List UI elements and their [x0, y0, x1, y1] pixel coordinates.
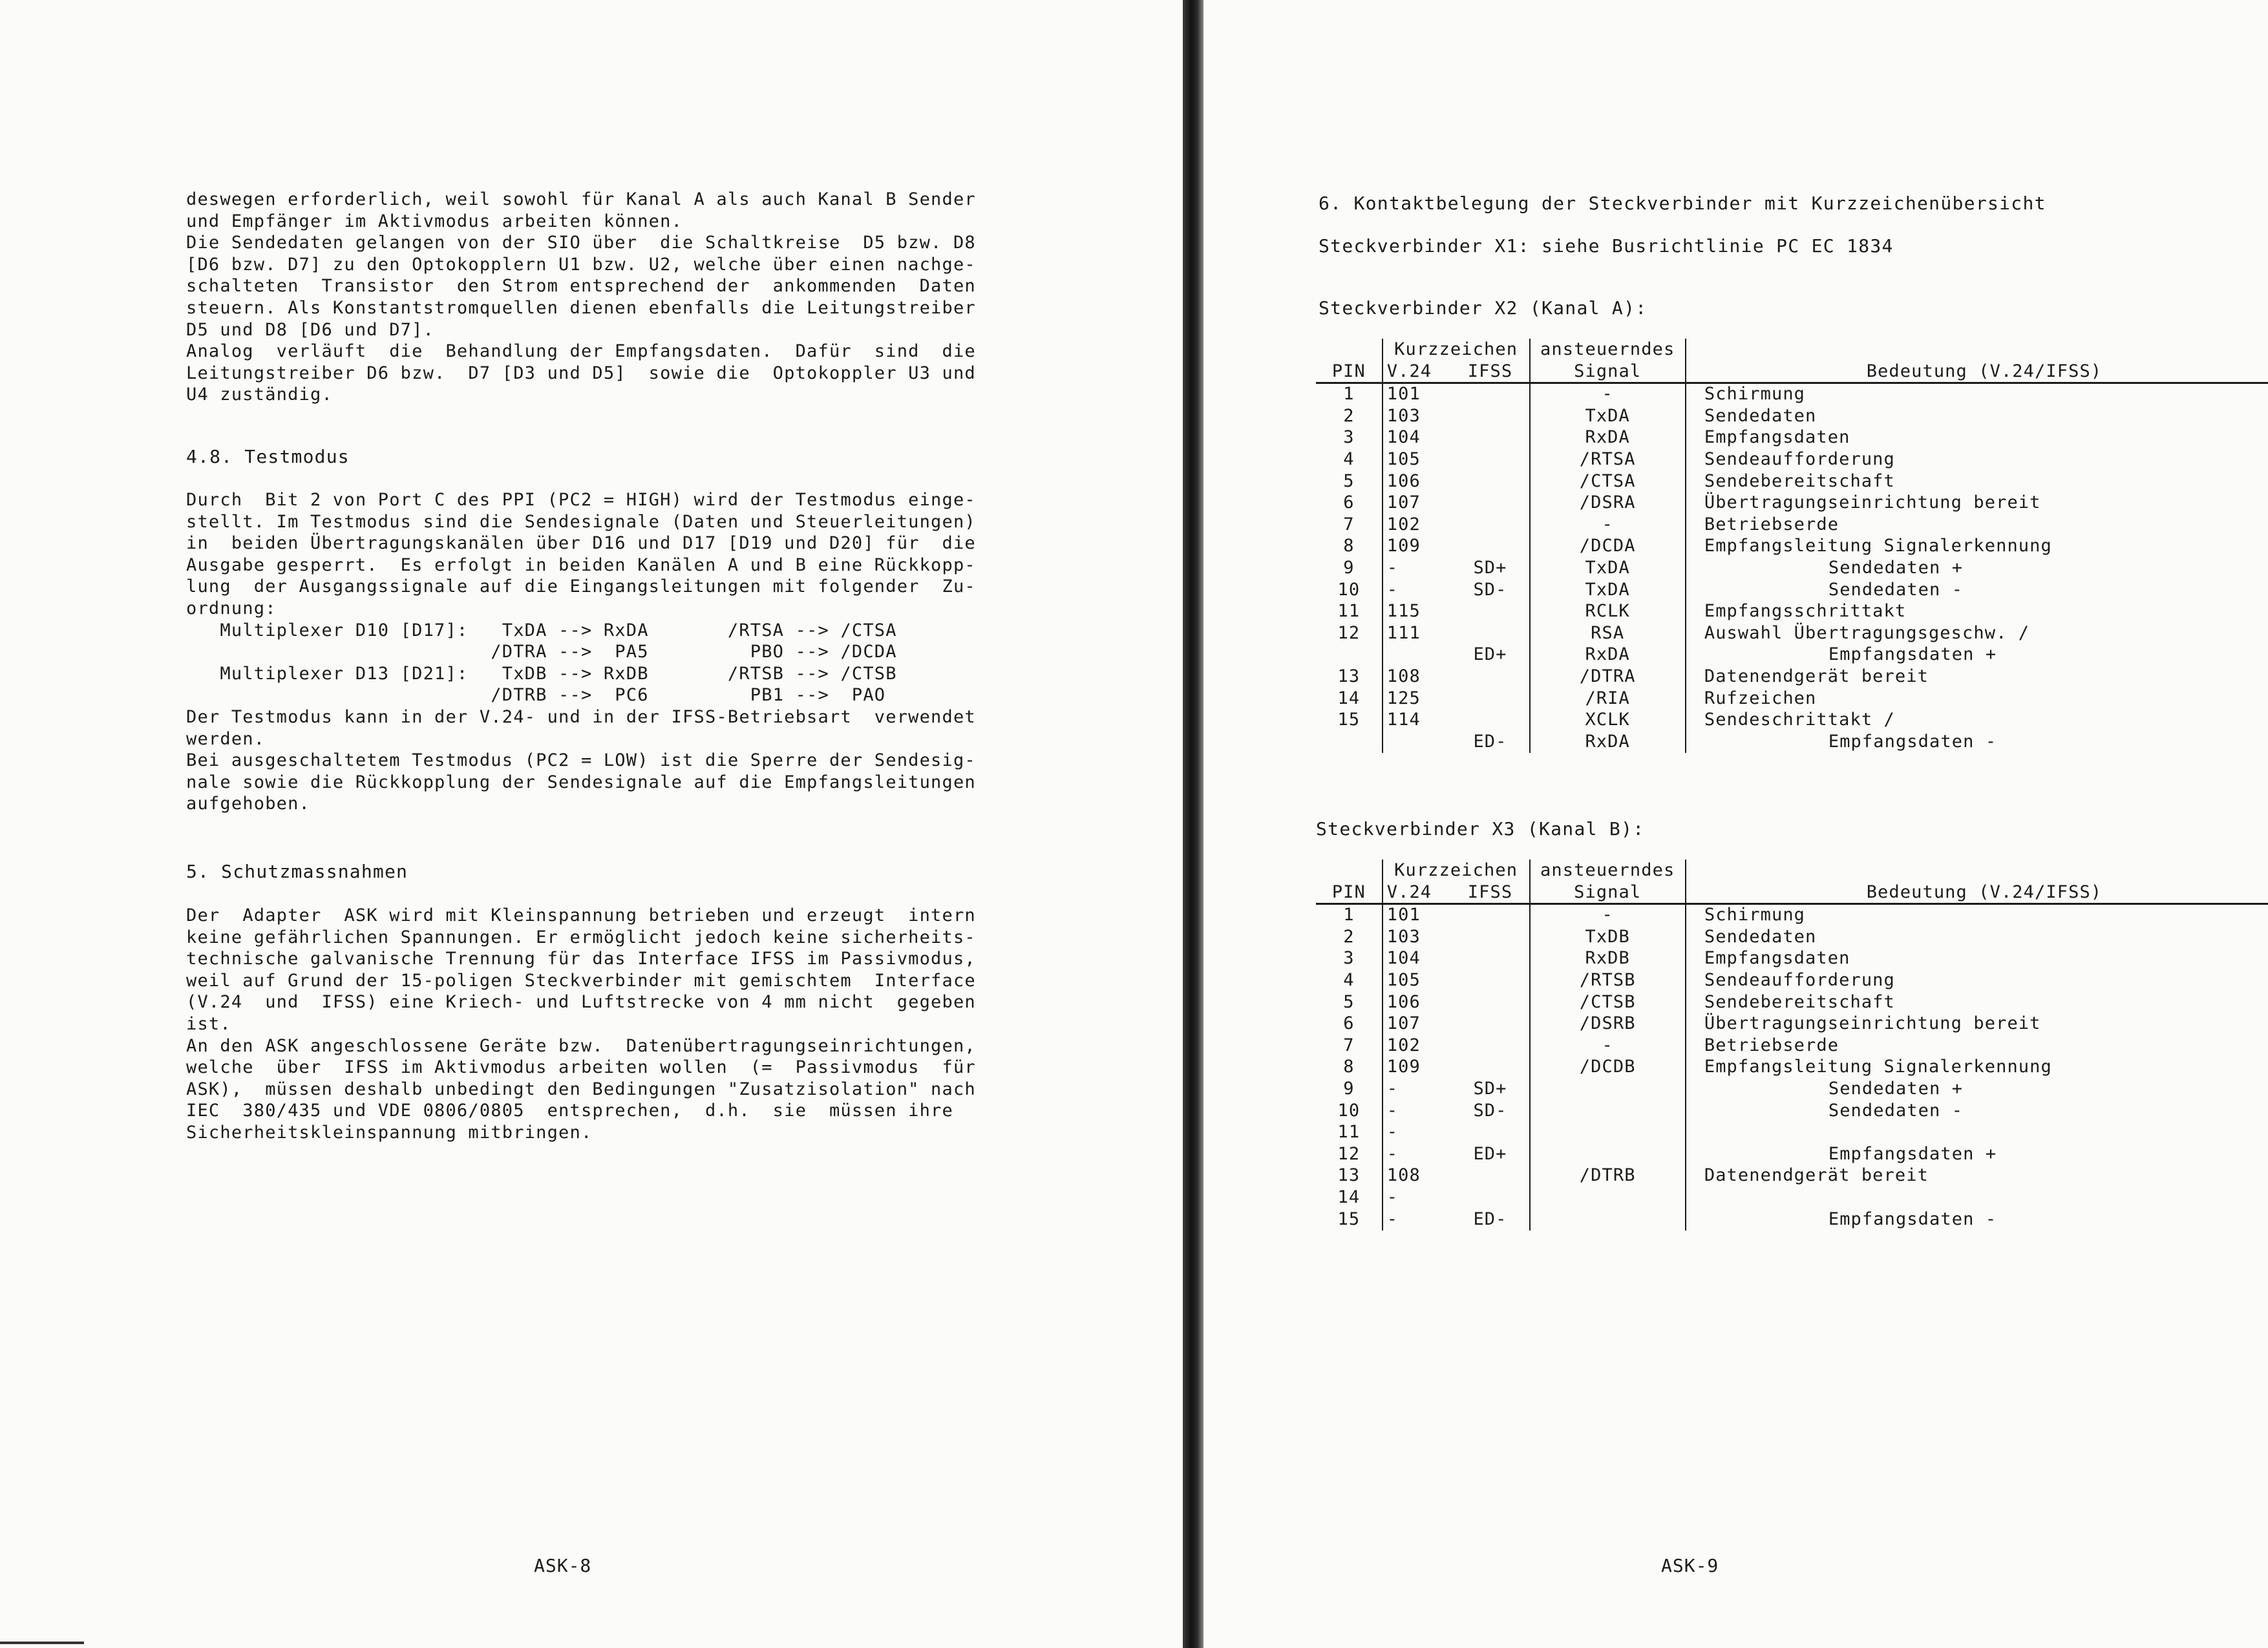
cell-signal: RxDA [1530, 427, 1686, 449]
text-line: Der Testmodus kann in der V.24- und in der IFSS-Betriebsart verwendet [186, 706, 976, 727]
cell-bedeutung: Sendebereitschaft [1704, 470, 1895, 491]
cell-signal: /RTSB [1530, 970, 1686, 992]
cell-v24 [1383, 732, 1452, 754]
header-ifss: IFSS [1451, 882, 1529, 904]
cell-pin: 11 [1337, 601, 1361, 622]
text-line: ASK), müssen deshalb unbedingt den Bedingungen "Zusatzisolation" nach [186, 1079, 976, 1099]
cell-pin: 7 [1343, 1035, 1355, 1055]
cell-pin: 4 [1343, 449, 1355, 469]
cell-v24: 105 [1383, 449, 1452, 471]
cell-ifss [1451, 383, 1529, 406]
cell-signal: TxDA [1530, 558, 1686, 580]
header-signal: Signal [1530, 361, 1686, 383]
text-line: deswegen erforderlich, weil sowohl für Kanal A als auch Kanal B Sender [186, 189, 976, 209]
cell-signal: - [1530, 1035, 1686, 1057]
cell-bedeutung: Schirmung [1704, 905, 1806, 925]
text-line: welche über IFSS im Aktivmodus arbeiten wollen (= Passivmodus für [186, 1057, 976, 1078]
table-row [1316, 1079, 2268, 1101]
cell-ifss: ED+ [1451, 1144, 1529, 1166]
cell-pin: 14 [1337, 688, 1361, 708]
header-v24: V.24 [1383, 361, 1452, 383]
table-row [1316, 688, 2268, 710]
cell-v24: - [1383, 1144, 1452, 1166]
text-line: lung der Ausgangssignale auf die Eingangsleitungen mit folgender Zu- [186, 576, 976, 597]
cell-v24: - [1383, 558, 1452, 580]
cell-bedeutung: Empfangsdaten + [1828, 1143, 1997, 1164]
cell-ifss [1451, 601, 1529, 623]
cell-v24: 104 [1383, 948, 1452, 970]
page-number-right: ASK-9 [1661, 1555, 1719, 1576]
cell-ifss [1451, 1165, 1529, 1187]
cell-pin: 12 [1337, 622, 1361, 643]
text-line: Ausgabe gesperrt. Es erfolgt in beiden Kanälen A und B eine Rückkopp- [186, 555, 976, 575]
cell-signal: /DTRA [1530, 666, 1686, 688]
cell-bedeutung: Betriebserde [1704, 514, 1839, 534]
cell-signal: /DSRB [1530, 1013, 1686, 1035]
header-pin: PIN [1316, 361, 1383, 383]
cell-v24: 109 [1383, 1057, 1452, 1079]
table-row [1316, 992, 2268, 1014]
cell-bedeutung: Sendedaten [1704, 926, 1817, 947]
cell-ifss [1451, 1122, 1529, 1144]
text-line: Sicherheitskleinspannung mitbringen. [186, 1122, 593, 1143]
page-number-left: ASK-8 [534, 1555, 592, 1576]
cell-v24: 107 [1383, 492, 1452, 514]
text-line: [D6 bzw. D7] zu den Optokopplern U1 bzw. U2, welche über einen nachge- [186, 254, 976, 275]
table-row [1316, 427, 2268, 449]
table-row [1316, 1101, 2268, 1123]
cell-signal [1530, 1209, 1686, 1231]
cell-pin: 15 [1337, 1209, 1361, 1229]
text-line: /DTRA --> PA5 PBO --> /DCDA [186, 642, 897, 662]
table-row [1316, 383, 2268, 406]
cell-ifss [1451, 1035, 1529, 1057]
cell-pin: 4 [1343, 969, 1355, 990]
cell-signal: /DTRB [1530, 1165, 1686, 1187]
cell-signal: /DCDB [1530, 1057, 1686, 1079]
cell-pin: 14 [1337, 1187, 1361, 1207]
cell-v24: 106 [1383, 992, 1452, 1014]
cell-signal [1530, 1101, 1686, 1123]
cell-v24 [1383, 644, 1452, 666]
cell-v24: 101 [1383, 383, 1452, 406]
cell-bedeutung: Empfangsdaten [1704, 427, 1850, 448]
header-pin: PIN [1316, 882, 1383, 904]
text-line: An den ASK angeschlossene Geräte bzw. Datenübertragungseinrichtungen, [186, 1035, 976, 1056]
cell-bedeutung: Übertragungseinrichtung bereit [1704, 1013, 2041, 1034]
cell-bedeutung: Schirmung [1704, 384, 1806, 405]
cell-bedeutung: Sendeschrittakt / [1704, 710, 1895, 730]
header-kurzzeichen: Kurzzeichen [1383, 860, 1530, 882]
cell-ifss [1451, 992, 1529, 1014]
text-line: schalteten Transistor den Strom entsprechend der ankommenden Daten [186, 276, 976, 297]
x2-title: Steckverbinder X2 (Kanal A): [1319, 297, 1648, 319]
header-ansteuerndes: ansteuerndes [1530, 339, 1686, 361]
cell-bedeutung [1686, 1187, 2268, 1209]
cell-signal: /RTSA [1530, 449, 1686, 471]
text-line: (V.24 und IFSS) eine Kriech- und Luftstrecke von 4 mm nicht gegeben [186, 992, 976, 1013]
cell-v24: 105 [1383, 970, 1452, 992]
cell-ifss [1451, 536, 1529, 558]
header-signal: Signal [1530, 882, 1686, 904]
table-row [1316, 970, 2268, 992]
cell-ifss [1451, 1057, 1529, 1079]
cell-signal: RSA [1530, 623, 1686, 645]
cell-pin: 12 [1337, 1143, 1361, 1164]
cell-bedeutung: Empfangsdaten - [1828, 1209, 1997, 1229]
cell-pin: 8 [1343, 536, 1355, 556]
text-line: U4 zuständig. [186, 385, 333, 405]
cell-ifss [1451, 449, 1529, 471]
cell-bedeutung: Sendedaten [1704, 405, 1817, 426]
cell-v24: - [1383, 1187, 1452, 1209]
cell-ifss [1451, 471, 1529, 493]
table-row [1316, 948, 2268, 970]
cell-bedeutung: Empfangsleitung Signalerkennung [1704, 1057, 2052, 1077]
cell-bedeutung: Empfangsdaten + [1828, 644, 1997, 665]
table-row [1316, 1165, 2268, 1187]
heading-schutzmassnahmen: 5. Schutzmassnahmen [186, 861, 408, 882]
paragraph-schutzmassnahmen [186, 905, 1097, 1144]
cell-ifss [1451, 406, 1529, 428]
cell-signal: XCLK [1530, 710, 1686, 732]
text-line: Bei ausgeschaltetem Testmodus (PC2 = LOW) ist die Sperre der Sendesig- [186, 750, 976, 771]
x3-pin-table [1316, 860, 2268, 1231]
header-bedeutung: Bedeutung (V.24/IFSS) [1686, 882, 2268, 904]
table-row [1316, 406, 2268, 428]
right-page [1202, 0, 2268, 1648]
cell-bedeutung: Betriebserde [1704, 1035, 1839, 1055]
cell-bedeutung: Empfangsschrittakt [1704, 601, 1907, 622]
text-line: weil auf Grund der 15-poligen Steckverbinder mit gemischtem Interface [186, 970, 976, 991]
table-row [1316, 471, 2268, 493]
cell-signal: /DSRA [1530, 492, 1686, 514]
cell-ifss [1451, 514, 1529, 536]
cell-signal: RxDA [1530, 732, 1686, 754]
table-row [1316, 623, 2268, 645]
table-row [1316, 558, 2268, 580]
cell-signal: RxDA [1530, 644, 1686, 666]
table-row [1316, 710, 2268, 732]
section-heading: 6. Kontaktbelegung der Steckverbinder mit Kurzzeichenübersicht [1319, 193, 2046, 214]
cell-bedeutung: Sendebereitschaft [1704, 991, 1895, 1012]
text-line: Multiplexer D10 [D17]: TxDA --> RxDA /RTSA --> /CTSA [186, 620, 897, 640]
table-row [1316, 1144, 2268, 1166]
cell-bedeutung: Empfangsdaten [1704, 948, 1850, 969]
cell-v24: 107 [1383, 1013, 1452, 1035]
cell-ifss [1451, 623, 1529, 645]
header-bedeutung: Bedeutung (V.24/IFSS) [1686, 361, 2268, 383]
table-row [1316, 1035, 2268, 1057]
paragraph-testmodus [186, 489, 1097, 815]
x1-description: Steckverbinder X1: siehe Busrichtlinie PC EC 1834 [1319, 235, 1894, 257]
cell-signal [1530, 1079, 1686, 1101]
cell-bedeutung: Rufzeichen [1704, 688, 1817, 708]
cell-v24: 102 [1383, 1035, 1452, 1057]
cell-signal [1530, 1187, 1686, 1209]
cell-ifss: SD+ [1451, 558, 1529, 580]
text-line: ist. [186, 1013, 231, 1034]
table-row [1316, 1209, 2268, 1231]
text-line: werden. [186, 728, 266, 749]
cell-bedeutung: Sendeaufforderung [1704, 449, 1895, 469]
cell-pin: 3 [1343, 948, 1355, 969]
text-line: /DTRB --> PC6 PB1 --> PAO [186, 685, 886, 706]
text-line: keine gefährlichen Spannungen. Er ermöglicht jedoch keine sicherheits- [186, 927, 976, 947]
cell-v24: 115 [1383, 601, 1452, 623]
cell-bedeutung: Sendedaten + [1828, 1078, 1964, 1099]
paragraph-intro [186, 189, 1097, 406]
cell-signal: TxDA [1530, 580, 1686, 602]
cell-bedeutung: Datenendgerät bereit [1704, 666, 1929, 686]
cell-ifss: SD- [1451, 580, 1529, 602]
cell-bedeutung: Übertragungseinrichtung bereit [1704, 492, 2041, 513]
cell-signal: - [1530, 383, 1686, 406]
cell-ifss [1451, 1013, 1529, 1035]
cell-ifss [1451, 1187, 1529, 1209]
cell-ifss [1451, 904, 1529, 927]
cell-ifss [1451, 688, 1529, 710]
cell-ifss [1451, 927, 1529, 949]
cell-bedeutung: Sendedaten + [1828, 557, 1964, 578]
cell-ifss: ED- [1451, 732, 1529, 754]
cell-pin: 6 [1343, 492, 1355, 513]
cell-pin: 1 [1343, 384, 1355, 405]
cell-signal [1530, 1122, 1686, 1144]
table-row [1316, 514, 2268, 536]
cell-v24: 111 [1383, 623, 1452, 645]
text-line: in beiden Übertragungskanälen über D16 und D17 [D19 und D20] für die [186, 533, 976, 554]
table-row [1316, 1057, 2268, 1079]
table-row [1316, 666, 2268, 688]
cell-pin: 13 [1337, 666, 1361, 686]
cell-signal [1530, 1144, 1686, 1166]
cell-ifss [1451, 492, 1529, 514]
cell-v24: 101 [1383, 904, 1452, 927]
cell-ifss: SD+ [1451, 1079, 1529, 1101]
table-row [1316, 904, 2268, 927]
cell-ifss [1451, 427, 1529, 449]
text-line: Der Adapter ASK wird mit Kleinspannung betrieben und erzeugt intern [186, 905, 976, 925]
cell-v24: 103 [1383, 406, 1452, 428]
cell-bedeutung: Sendeaufforderung [1704, 969, 1895, 990]
table-row [1316, 492, 2268, 514]
text-line: steuern. Als Konstantstromquellen dienen ebenfalls die Leitungstreiber [186, 297, 976, 318]
cell-bedeutung: Sendedaten - [1828, 1100, 1964, 1121]
cell-bedeutung: Auswahl Übertragungsgeschw. / [1704, 622, 2030, 643]
cell-v24: - [1383, 1079, 1452, 1101]
table-row [1316, 1013, 2268, 1035]
cell-bedeutung: Sendedaten - [1828, 579, 1964, 600]
text-line: IEC 380/435 und VDE 0806/0805 entsprechen, d.h. sie müssen ihre [186, 1101, 953, 1121]
header-v24: V.24 [1383, 882, 1452, 904]
cell-ifss [1451, 666, 1529, 688]
text-line: Die Sendedaten gelangen von der SIO über die Schaltkreise D5 bzw. D8 [186, 233, 976, 253]
cell-v24: 125 [1383, 688, 1452, 710]
cell-v24: - [1383, 1209, 1452, 1231]
cell-v24: 103 [1383, 927, 1452, 949]
cell-pin: 2 [1343, 405, 1355, 426]
cell-pin: 7 [1343, 514, 1355, 534]
table-row [1316, 449, 2268, 471]
cell-pin [1316, 732, 1383, 754]
cell-signal: - [1530, 514, 1686, 536]
text-line: stellt. Im Testmodus sind die Sendesignale (Daten und Steuerleitungen) [186, 511, 976, 532]
cell-pin: 13 [1337, 1165, 1361, 1186]
cell-pin: 6 [1343, 1013, 1355, 1034]
cell-signal: /RIA [1530, 688, 1686, 710]
cell-v24: - [1383, 580, 1452, 602]
cell-signal: - [1530, 904, 1686, 927]
cell-v24: 108 [1383, 1165, 1452, 1187]
text-line: Durch Bit 2 von Port C des PPI (PC2 = HIGH) wird der Testmodus einge- [186, 490, 976, 510]
cell-v24: - [1383, 1101, 1452, 1123]
cell-bedeutung: Empfangsleitung Signalerkennung [1704, 536, 2052, 556]
x3-title: Steckverbinder X3 (Kanal B): [1316, 818, 1645, 840]
x2-pin-table [1316, 339, 2268, 753]
text-line: nale sowie die Rückkopplung der Sendesignale auf die Empfangsleitungen [186, 772, 976, 792]
table-row [1316, 580, 2268, 602]
cell-v24: 106 [1383, 471, 1452, 493]
text-line: D5 und D8 [D6 und D7]. [186, 319, 435, 340]
header-ifss: IFSS [1451, 361, 1529, 383]
cell-bedeutung: Empfangsdaten - [1828, 731, 1997, 752]
cell-pin: 11 [1337, 1122, 1361, 1143]
table-row [1316, 1122, 2268, 1144]
text-line: Leitungstreiber D6 bzw. D7 [D3 und D5] sowie die Optokoppler U3 und [186, 363, 976, 383]
cell-pin: 10 [1337, 579, 1361, 600]
cell-pin: 9 [1343, 1078, 1355, 1099]
cell-v24: 114 [1383, 710, 1452, 732]
table-row [1316, 601, 2268, 623]
table-row [1316, 1187, 2268, 1209]
cell-v24: 108 [1383, 666, 1452, 688]
cell-pin: 8 [1343, 1057, 1355, 1077]
text-line: ordnung: [186, 598, 277, 618]
heading-testmodus: 4.8. Testmodus [186, 446, 350, 467]
cell-signal: RCLK [1530, 601, 1686, 623]
cell-pin: 5 [1343, 470, 1355, 491]
cell-signal: TxDA [1530, 406, 1686, 428]
cell-pin: 10 [1337, 1100, 1361, 1121]
cell-bedeutung: Datenendgerät bereit [1704, 1165, 1929, 1186]
cell-pin: 5 [1343, 991, 1355, 1012]
cell-ifss: ED- [1451, 1209, 1529, 1231]
table-row [1316, 732, 2268, 754]
table-row [1316, 536, 2268, 558]
cell-ifss: ED+ [1451, 644, 1529, 666]
cell-signal: /DCDA [1530, 536, 1686, 558]
cell-pin: 1 [1343, 905, 1355, 925]
cell-signal: TxDB [1530, 927, 1686, 949]
table-row [1316, 927, 2268, 949]
cell-v24: 109 [1383, 536, 1452, 558]
cell-signal: /CTSA [1530, 471, 1686, 493]
cell-v24: 102 [1383, 514, 1452, 536]
text-line: aufgehoben. [186, 794, 311, 814]
cell-ifss [1451, 710, 1529, 732]
cell-pin [1316, 644, 1383, 666]
cell-v24: - [1383, 1122, 1452, 1144]
cell-ifss [1451, 948, 1529, 970]
cell-signal: /CTSB [1530, 992, 1686, 1014]
cell-pin: 3 [1343, 427, 1355, 448]
header-ansteuerndes: ansteuerndes [1530, 860, 1686, 882]
text-line: und Empfänger im Aktivmodus arbeiten können. [186, 211, 683, 231]
cell-bedeutung [1686, 1122, 2268, 1144]
cell-pin: 9 [1343, 557, 1355, 578]
cell-ifss: SD- [1451, 1101, 1529, 1123]
table-row [1316, 644, 2268, 666]
header-kurzzeichen: Kurzzeichen [1383, 339, 1530, 361]
text-line: Multiplexer D13 [D21]: TxDB --> RxDB /RTSB --> /CTSB [186, 663, 897, 684]
text-line: technische galvanische Trennung für das Interface IFSS im Passivmodus, [186, 949, 976, 969]
cell-signal: RxDB [1530, 948, 1686, 970]
cell-v24: 104 [1383, 427, 1452, 449]
text-line: Analog verläuft die Behandlung der Empfangsdaten. Dafür sind die [186, 341, 976, 362]
cell-ifss [1451, 970, 1529, 992]
cell-pin: 2 [1343, 926, 1355, 947]
cell-pin: 15 [1337, 710, 1361, 730]
